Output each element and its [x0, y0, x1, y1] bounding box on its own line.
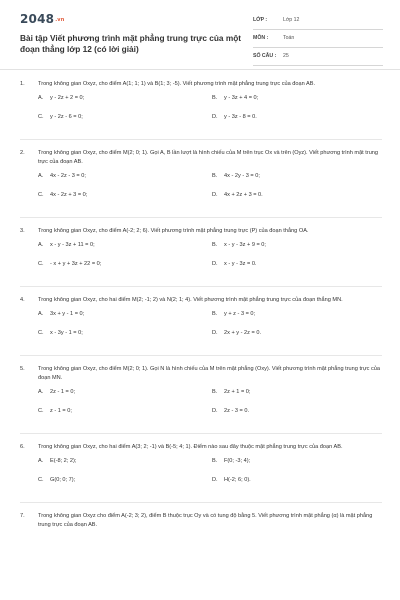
meta-row-count [253, 50, 383, 66]
option-label: A. [38, 242, 44, 248]
answer-option[interactable] [212, 408, 249, 414]
logo-text: 2048 [20, 12, 55, 26]
meta-key: LỚP : [253, 17, 268, 23]
answer-option[interactable] [212, 311, 255, 317]
answer-option[interactable] [212, 242, 266, 248]
question-divider [20, 217, 382, 218]
question-text [20, 296, 382, 305]
meta-key: SỐ CÂU : [253, 53, 277, 59]
option-label: A. [38, 95, 44, 101]
option-text: x - y - 3z + 11 = 0; [50, 242, 95, 248]
question-body: Trong không gian Oxyz, cho điểm M(2; 0; 1). Gọi A, B lần lượt là hình chiếu của M trên trục Ox và trên (Oyz). Viết phương trình mặt trung trực của đoạn AB. [38, 150, 379, 165]
site-logo[interactable] [20, 12, 65, 26]
option-text: E(-8; 2; 2); [50, 458, 77, 464]
question-item [20, 512, 382, 530]
answer-option[interactable] [38, 95, 84, 101]
answer-option[interactable] [38, 330, 83, 336]
option-text: F(0; -3; 4); [224, 458, 251, 464]
answer-option[interactable] [212, 114, 257, 120]
question-text [20, 80, 382, 89]
question-divider [20, 355, 382, 356]
answer-option[interactable] [38, 114, 83, 120]
option-label: A. [38, 173, 44, 179]
option-label: C. [38, 477, 44, 483]
question-body: Trong không gian Oxyz, cho điểm A(1; 1; 1) và B(1; 3; -5). Viết phương trình mặt phẳng trung trực của đoạn AB. [38, 81, 316, 87]
question-item [20, 227, 382, 287]
question-number: 4. [20, 297, 25, 303]
answer-options [38, 95, 382, 135]
option-label: B. [212, 389, 218, 395]
option-text: 4x + 2z + 3 = 0. [224, 192, 263, 198]
question-number: 2. [20, 150, 25, 156]
meta-row-class [253, 14, 383, 30]
question-number: 5. [20, 366, 25, 372]
question-body: Trong không gian Oxyz, cho hai điểm M(2; -1; 2) và N(2; 1; 4). Viết phương trình mặt phẳng trung trực của đoạn thẳng MN. [38, 297, 343, 303]
option-text: x - y - 3z + 9 = 0; [224, 242, 266, 248]
answer-option[interactable] [38, 458, 76, 464]
header-divider [0, 69, 400, 70]
question-text [20, 227, 382, 236]
option-text: 3x + y - 1 = 0; [50, 311, 85, 317]
option-text: 4x - 2z - 3 = 0; [50, 173, 86, 179]
question-divider [20, 139, 382, 140]
option-label: C. [38, 192, 44, 198]
answer-option[interactable] [212, 458, 250, 464]
answer-option[interactable] [212, 477, 251, 483]
option-label: C. [38, 408, 44, 414]
answer-option[interactable] [38, 173, 86, 179]
option-label: B. [212, 95, 218, 101]
answer-option[interactable] [212, 173, 260, 179]
option-label: B. [212, 242, 218, 248]
meta-row-subject [253, 32, 383, 48]
option-label: D. [212, 114, 218, 120]
option-text: x - 3y - 1 = 0; [50, 330, 83, 336]
question-body: Trong không gian Oxyz, cho điểm A(-2; 2; 6). Viết phương trình mặt phẳng trung trực (P) của đoạn thẳng OA. [38, 228, 309, 234]
option-text: z - 1 = 0; [50, 408, 72, 414]
logo-suffix: .vn [55, 16, 65, 23]
meta-table [253, 14, 383, 68]
answer-option[interactable] [212, 261, 256, 267]
option-text: 2z - 1 = 0; [50, 389, 76, 395]
option-label: C. [38, 330, 44, 336]
question-number: 7. [20, 513, 25, 519]
answer-options [38, 458, 382, 498]
option-text: 2x + y - 2z = 0. [224, 330, 261, 336]
answer-option[interactable] [212, 389, 250, 395]
option-text: y - 3z + 4 = 0; [224, 95, 259, 101]
question-item [20, 149, 382, 218]
question-text [20, 512, 382, 530]
option-label: B. [212, 311, 218, 317]
question-divider [20, 286, 382, 287]
page-title: Bài tập Viết phương trình mặt phẳng trung trực của một đoạn thẳng lớp 12 (có lời giải) [20, 33, 242, 54]
option-label: D. [212, 261, 218, 267]
question-text [20, 149, 382, 167]
document-header [0, 0, 400, 72]
option-text: - x + y + 3z + 22 = 0; [50, 261, 102, 267]
option-label: C. [38, 261, 44, 267]
answer-options [38, 173, 382, 213]
question-divider [20, 433, 382, 434]
question-number: 1. [20, 81, 25, 87]
option-label: A. [38, 458, 44, 464]
option-text: H(-2; 6; 0). [224, 477, 251, 483]
option-label: B. [212, 173, 218, 179]
question-divider [20, 502, 382, 503]
option-text: y + z - 3 = 0; [224, 311, 256, 317]
option-label: C. [38, 114, 44, 120]
answer-option[interactable] [38, 477, 75, 483]
option-label: D. [212, 408, 218, 414]
meta-value: Lớp 12 [283, 17, 300, 23]
option-text: 4x - 2z + 3 = 0; [50, 192, 88, 198]
question-text [20, 365, 382, 383]
answer-option[interactable] [38, 261, 101, 267]
answer-options [38, 311, 382, 351]
question-body: Trong không gian Oxyz cho điểm A(-2; 3; 2), điểm B thuộc trục Oy và có tung độ bằng 5. Viết phương trình mặt phẳng (α) là mặt phẳng trung trực của đoạn AB. [38, 513, 373, 528]
question-item [20, 80, 382, 140]
option-label: B. [212, 458, 218, 464]
option-text: 2z + 1 = 0; [224, 389, 251, 395]
answer-option[interactable] [212, 95, 258, 101]
answer-option[interactable] [212, 330, 261, 336]
option-text: G(0; 0; 7); [50, 477, 76, 483]
option-text: x - y - 3z = 0. [224, 261, 257, 267]
question-item [20, 365, 382, 434]
option-text: y - 3z - 8 = 0. [224, 114, 257, 120]
option-text: 4x - 2y - 3 = 0; [224, 173, 260, 179]
question-text [20, 443, 382, 452]
answer-options [38, 389, 382, 429]
answer-option[interactable] [212, 192, 263, 198]
question-item [20, 296, 382, 356]
question-body: Trong không gian Oxyz, cho điểm M(2; 0; 1). Gọi N là hình chiếu của M trên mặt phẳng (Oxy). Viết phương trình mặt phẳng trung trực của đoạn MN. [38, 366, 380, 381]
option-text: y - 2z + 2 = 0; [50, 95, 85, 101]
answer-option[interactable] [38, 408, 72, 414]
meta-value: Toán [283, 35, 295, 41]
option-text: y - 2z - 6 = 0; [50, 114, 83, 120]
question-number: 6. [20, 444, 25, 450]
question-list [20, 80, 382, 539]
meta-key: MÔN : [253, 35, 269, 41]
option-label: A. [38, 311, 44, 317]
question-number: 3. [20, 228, 25, 234]
answer-options [38, 242, 382, 282]
answer-option[interactable] [38, 192, 87, 198]
answer-option[interactable] [38, 242, 95, 248]
answer-option[interactable] [38, 389, 75, 395]
option-label: A. [38, 389, 44, 395]
answer-option[interactable] [38, 311, 84, 317]
meta-value: 25 [283, 53, 289, 59]
option-label: D. [212, 192, 218, 198]
option-label: D. [212, 477, 218, 483]
question-item [20, 443, 382, 503]
question-body: Trong không gian Oxyz, cho hai điểm A(3; 2; -1) và B(-5; 4; 1). Điểm nào sau đây thuộc mặt phẳng trung trực của đoạn AB. [38, 444, 343, 450]
option-text: 2z - 3 = 0. [224, 408, 250, 414]
option-label: D. [212, 330, 218, 336]
